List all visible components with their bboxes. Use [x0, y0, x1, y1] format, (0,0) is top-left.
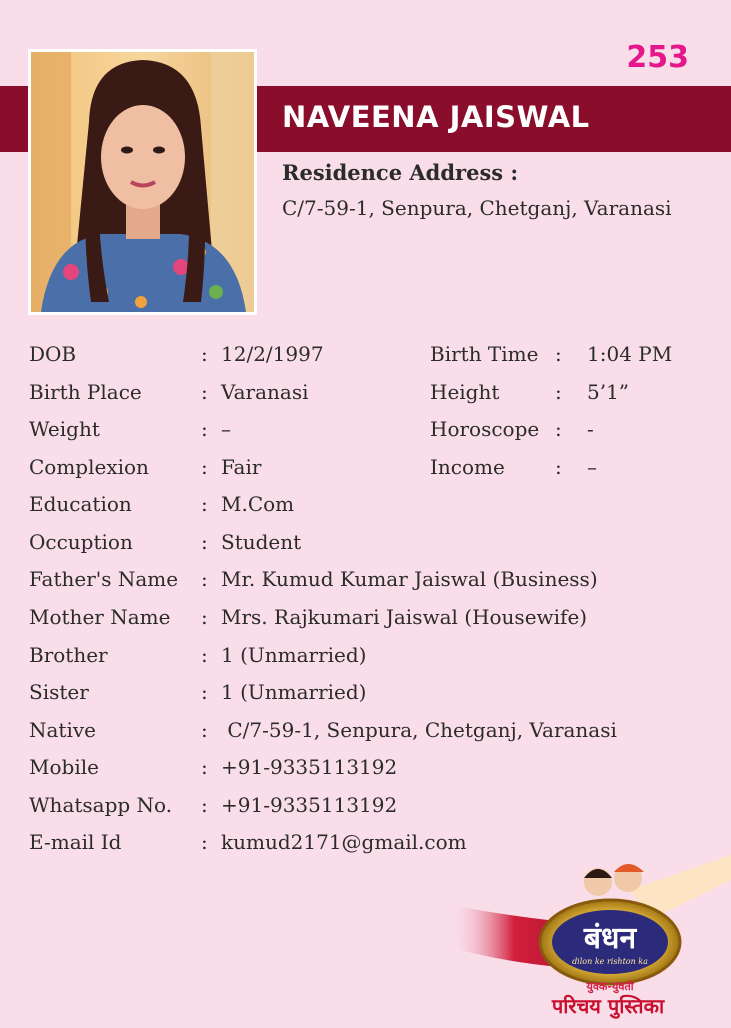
detail-label: E-mail Id: [29, 830, 122, 854]
detail-label: Mother Name: [29, 605, 171, 629]
detail-label: Birth Place: [29, 380, 142, 404]
detail-label: DOB: [29, 342, 77, 366]
detail-colon: :: [555, 455, 562, 479]
detail-colon: :: [201, 755, 208, 779]
detail-colon: :: [555, 342, 562, 366]
detail-label: Native: [29, 718, 96, 742]
detail-label: Education: [29, 492, 132, 516]
detail-colon: :: [201, 793, 208, 817]
detail-label: Father's Name: [29, 567, 179, 591]
residence-address-label: Residence Address :: [282, 160, 519, 185]
detail-label: Mobile: [29, 755, 99, 779]
detail-colon: :: [201, 492, 208, 516]
detail-colon: :: [201, 530, 208, 554]
detail-value: -: [587, 417, 594, 441]
detail-colon: :: [201, 417, 208, 441]
detail-value: 1:04 PM: [587, 342, 673, 366]
detail-value: Student: [221, 530, 302, 554]
detail-label: Income: [430, 455, 505, 479]
detail-label: Weight: [29, 417, 100, 441]
detail-value: –: [221, 417, 231, 441]
detail-value: M.Com: [221, 492, 295, 516]
detail-label: Complexion: [29, 455, 149, 479]
detail-colon: :: [201, 643, 208, 667]
detail-colon: :: [201, 567, 208, 591]
detail-value: Mr. Kumud Kumar Jaiswal (Business): [221, 567, 598, 591]
profile-name: NAVEENA JAISWAL: [282, 100, 590, 134]
logo-subtitle-top: युवक-युवती: [586, 980, 634, 993]
detail-colon: :: [555, 380, 562, 404]
detail-value: 5’1”: [587, 380, 630, 404]
bandhan-logo: [450, 850, 731, 1024]
detail-label: Sister: [29, 680, 89, 704]
detail-label: Brother: [29, 643, 108, 667]
detail-label: Horoscope: [430, 417, 540, 441]
detail-label: Whatsapp No.: [29, 793, 173, 817]
logo-graphic: [450, 850, 731, 1024]
detail-value: Mrs. Rajkumari Jaiswal (Housewife): [221, 605, 588, 629]
detail-value: 12/2/1997: [221, 342, 324, 366]
detail-colon: :: [201, 455, 208, 479]
detail-value: +91-9335113192: [221, 755, 398, 779]
detail-colon: :: [201, 680, 208, 704]
detail-colon: :: [201, 718, 208, 742]
detail-value: kumud2171@gmail.com: [221, 830, 467, 854]
detail-value: –: [587, 455, 597, 479]
residence-address-value: C/7-59-1, Senpura, Chetganj, Varanasi: [282, 196, 672, 220]
detail-label: Height: [430, 380, 500, 404]
detail-colon: :: [555, 417, 562, 441]
detail-colon: :: [201, 605, 208, 629]
detail-value: C/7-59-1, Senpura, Chetganj, Varanasi: [221, 718, 617, 742]
detail-label: Occuption: [29, 530, 133, 554]
page-number: 253: [626, 40, 689, 75]
portrait-image: [31, 52, 254, 312]
detail-value: Varanasi: [221, 380, 309, 404]
detail-colon: :: [201, 342, 208, 366]
detail-colon: :: [201, 380, 208, 404]
detail-value: +91-9335113192: [221, 793, 398, 817]
logo-subtitle-bottom: परिचय पुस्तिका: [551, 994, 665, 1018]
profile-photo: [28, 49, 257, 315]
detail-value: Fair: [221, 455, 262, 479]
detail-colon: :: [201, 830, 208, 854]
logo-tagline: dilon ke rishton ka: [572, 957, 648, 966]
detail-value: 1 (Unmarried): [221, 643, 367, 667]
logo-title: बंधन: [583, 921, 637, 956]
detail-value: 1 (Unmarried): [221, 680, 367, 704]
detail-label: Birth Time: [430, 342, 539, 366]
